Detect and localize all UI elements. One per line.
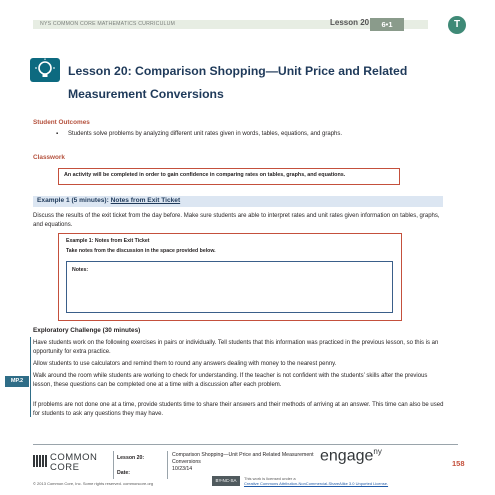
- footer-topic-line2: Conversions: [172, 459, 201, 465]
- logo-line2: CORE: [50, 462, 80, 473]
- teacher-badge: T: [448, 16, 466, 34]
- activity-text: An activity will be completed in order to gain confidence in comparing rates on tables, graphs, and equations.: [64, 172, 346, 178]
- classwork-heading: Classwork: [33, 154, 65, 161]
- page-number: 158: [452, 459, 465, 468]
- exploratory-paragraph-3: Walk around the room while students are working to check for understanding. If the teacher is not confident with the students’ skills after the previous lesson, these questions can be completed one at a time with a discussion after each problem.: [33, 373, 428, 388]
- footer-rule: [33, 444, 458, 445]
- engage-sup: ny: [373, 447, 382, 456]
- exploratory-paragraph-4: If problems are not done one at a time, provide students time to share their answers and their methods of arriving at an answer. This time can also be used for students to ask any questions they may have.: [33, 402, 444, 417]
- cc-license-badge: BY-NC-SA: [212, 476, 240, 486]
- exploratory-paragraph-2: Allow students to use calculators and remind them to round any answers dealing with money to the nearest penny.: [33, 361, 337, 367]
- engage-text: engage: [320, 447, 374, 465]
- student-outcomes-heading: Student Outcomes: [33, 119, 90, 126]
- example1-box-instruction: Take notes from the discussion in the space provided below.: [66, 248, 216, 254]
- bullet-icon: ▪: [56, 131, 59, 137]
- example1-heading-main: Notes from Exit Ticket: [110, 197, 181, 204]
- margin-rule: [30, 337, 31, 417]
- common-core-logo-icon: [33, 455, 47, 467]
- grade-module-badge: 6•1: [370, 18, 404, 31]
- license-link[interactable]: Creative Commons Attribution-NonCommercial-ShareAlike 3.0 Unported License.: [244, 481, 389, 486]
- student-outcome-item: Students solve problems by analyzing different unit rates given in words, tables, equations, and graphs.: [68, 131, 343, 137]
- notes-label: Notes:: [72, 267, 89, 273]
- license-text: This work is licensed under a: [244, 476, 296, 481]
- example1-heading: [37, 197, 180, 204]
- footer-divider: [113, 451, 114, 479]
- footer-divider: [167, 451, 168, 479]
- footer-topic-line1: Comparison Shopping—Unit Price and Related Measurement: [172, 452, 314, 458]
- example1-box-title: Example 1: Notes from Exit Ticket: [66, 238, 150, 244]
- curriculum-label: NYS COMMON CORE MATHEMATICS CURRICULUM: [40, 21, 176, 27]
- engageny-logo: [320, 447, 382, 465]
- logo-line1: COMMON: [50, 452, 98, 463]
- exploratory-paragraph-1: Have students work on the following exercises in pairs or individually. Tell students that this information was practiced in the previous lesson, so this is an opportunity for extra practice.: [33, 340, 439, 355]
- footer-date-label: Date:: [117, 470, 130, 476]
- footer-date-value: 10/23/14: [172, 466, 193, 472]
- copyright-text: © 2013 Common Core, Inc. Some rights reserved. commoncore.org: [33, 481, 154, 486]
- header-lesson: Lesson 20: [330, 18, 370, 27]
- example1-heading-prefix: Example 1 (5 minutes):: [37, 197, 111, 204]
- mp-tag: MP.2: [5, 376, 29, 387]
- notes-area[interactable]: [66, 261, 393, 313]
- example1-description: Discuss the results of the exit ticket from the day before. Make sure students are able to interpret rates and unit rates given information on tables, graphs, and equations.: [33, 213, 440, 228]
- lesson-title-line2: Measurement Conversions: [68, 87, 224, 101]
- lesson-title-line1: Lesson 20: Comparison Shopping—Unit Price and Related: [68, 64, 408, 78]
- lightbulb-icon: [30, 58, 60, 82]
- footer-lesson-label: Lesson 20:: [117, 455, 145, 461]
- exploratory-challenge-heading: Exploratory Challenge (30 minutes): [33, 327, 141, 334]
